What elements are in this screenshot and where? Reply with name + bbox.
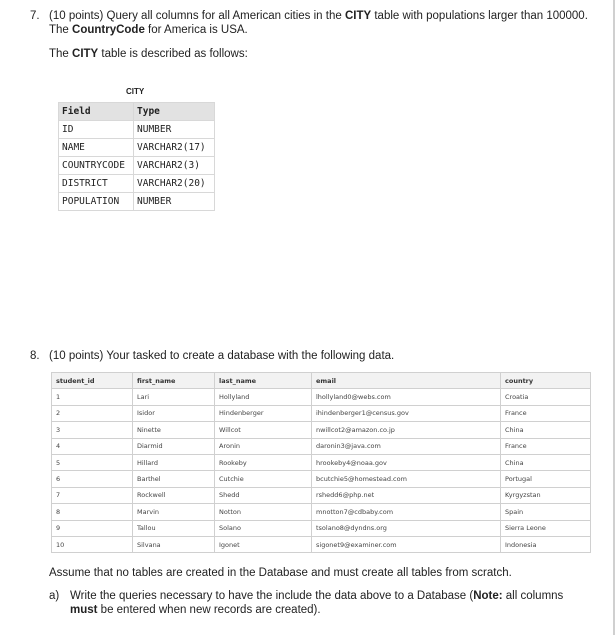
emphasis: must <box>70 604 98 616</box>
table-row <box>52 389 591 405</box>
table-row <box>52 504 591 520</box>
type-cell: NUMBER <box>134 121 215 139</box>
column-name: CountryCode <box>72 24 145 36</box>
student-id-cell: 9 <box>52 520 133 536</box>
email-cell: nwillcot2@amazon.co.jp <box>312 422 501 438</box>
country-cell: Spain <box>501 504 591 520</box>
table-row <box>59 157 215 175</box>
field-cell: POPULATION <box>59 193 134 211</box>
first-name-cell: Isidor <box>133 405 215 421</box>
question-number: 7. <box>30 10 40 22</box>
first-name-cell: Barthel <box>133 471 215 487</box>
table-row <box>59 175 215 193</box>
text-segment: Query all columns for all American cities in the <box>103 10 345 22</box>
last-name-cell: Igonet <box>215 536 312 552</box>
question-number: 8. <box>30 350 40 362</box>
field-cell: NAME <box>59 139 134 157</box>
points-label: (10 points) <box>49 10 104 22</box>
country-cell: Portugal <box>501 471 591 487</box>
country-cell: China <box>501 422 591 438</box>
last-name-cell: Hindenberger <box>215 405 312 421</box>
student-id-cell: 10 <box>52 536 133 552</box>
last-name-cell: Shedd <box>215 487 312 503</box>
table-row <box>52 520 591 536</box>
sub-question-letter: a) <box>49 590 60 602</box>
table-row <box>52 487 591 503</box>
text-segment: for America is USA. <box>144 24 248 36</box>
country-cell: France <box>501 438 591 454</box>
country-cell: Kyrgyzstan <box>501 487 591 503</box>
first-name-cell: Hillard <box>133 454 215 470</box>
question-text <box>49 9 589 37</box>
text-segment: The <box>49 48 73 60</box>
last-name-cell: Solano <box>215 520 312 536</box>
type-cell: NUMBER <box>134 193 215 211</box>
email-cell: lhollyland0@webs.com <box>312 389 501 405</box>
last-name-cell: Cutchie <box>215 471 312 487</box>
country-cell: China <box>501 454 591 470</box>
table-row <box>52 405 591 421</box>
email-cell: daronin3@java.com <box>312 438 501 454</box>
type-cell: VARCHAR2(17) <box>134 139 215 157</box>
column-header: email <box>312 373 501 389</box>
last-name-cell: Rookeby <box>215 454 312 470</box>
last-name-cell: Aronin <box>215 438 312 454</box>
country-cell: Croatia <box>501 389 591 405</box>
student-data-table <box>51 372 591 553</box>
email-cell: tsolano8@dyndns.org <box>312 520 501 536</box>
email-cell: bcutchie5@homestead.com <box>312 471 501 487</box>
city-schema-table <box>58 102 215 211</box>
column-header: Type <box>134 103 215 121</box>
text-segment: Write the queries necessary to have the include the data above to a Database ( <box>70 590 474 602</box>
table-header-row <box>59 103 215 121</box>
last-name-cell: Willcot <box>215 422 312 438</box>
column-header: student_id <box>52 373 133 389</box>
table-name: CITY <box>72 48 99 60</box>
table-intro <box>49 48 248 60</box>
table-row <box>59 193 215 211</box>
first-name-cell: Diarmid <box>133 438 215 454</box>
field-cell: DISTRICT <box>59 175 134 193</box>
email-cell: ihindenberger1@census.gov <box>312 405 501 421</box>
table-row <box>52 438 591 454</box>
table-row <box>59 139 215 157</box>
student-id-cell: 6 <box>52 471 133 487</box>
column-header: first_name <box>133 373 215 389</box>
table-row <box>52 536 591 552</box>
country-cell: Indonesia <box>501 536 591 552</box>
text-segment: table with populations larger than 100000. The <box>49 10 588 36</box>
country-cell: France <box>501 405 591 421</box>
first-name-cell: Tallou <box>133 520 215 536</box>
email-cell: sigonet9@examiner.com <box>312 536 501 552</box>
table-row <box>52 454 591 470</box>
student-id-cell: 7 <box>52 487 133 503</box>
first-name-cell: Marvin <box>133 504 215 520</box>
table-row <box>59 121 215 139</box>
first-name-cell: Ninette <box>133 422 215 438</box>
text-segment: be entered when new records are created). <box>97 604 321 616</box>
last-name-cell: Notton <box>215 504 312 520</box>
country-cell: Sierra Leone <box>501 520 591 536</box>
table-header-row <box>52 373 591 389</box>
table-row <box>52 422 591 438</box>
question-text: (10 points) Your tasked to create a database with the following data. <box>49 350 395 362</box>
type-cell: VARCHAR2(20) <box>134 175 215 193</box>
student-id-cell: 2 <box>52 405 133 421</box>
note-label: Note: <box>473 590 503 602</box>
last-name-cell: Hollyland <box>215 389 312 405</box>
field-cell: COUNTRYCODE <box>59 157 134 175</box>
sub-question-text <box>70 589 570 617</box>
email-cell: hrookeby4@noaa.gov <box>312 454 501 470</box>
first-name-cell: Lari <box>133 389 215 405</box>
email-cell: mnotton7@cdbaby.com <box>312 504 501 520</box>
text-segment: all columns <box>502 590 564 602</box>
first-name-cell: Silvana <box>133 536 215 552</box>
column-header: Field <box>59 103 134 121</box>
text-segment: table is described as follows: <box>98 48 248 60</box>
table-row <box>52 471 591 487</box>
student-id-cell: 8 <box>52 504 133 520</box>
student-id-cell: 3 <box>52 422 133 438</box>
city-table-title: CITY <box>126 87 145 96</box>
assumption-note: Assume that no tables are created in the Database and must create all tables from scratch. <box>49 567 512 579</box>
type-cell: VARCHAR2(3) <box>134 157 215 175</box>
email-cell: rshedd6@php.net <box>312 487 501 503</box>
student-id-cell: 1 <box>52 389 133 405</box>
field-cell: ID <box>59 121 134 139</box>
student-id-cell: 5 <box>52 454 133 470</box>
column-header: country <box>501 373 591 389</box>
column-header: last_name <box>215 373 312 389</box>
first-name-cell: Rockwell <box>133 487 215 503</box>
student-id-cell: 4 <box>52 438 133 454</box>
table-name: CITY <box>344 10 372 22</box>
